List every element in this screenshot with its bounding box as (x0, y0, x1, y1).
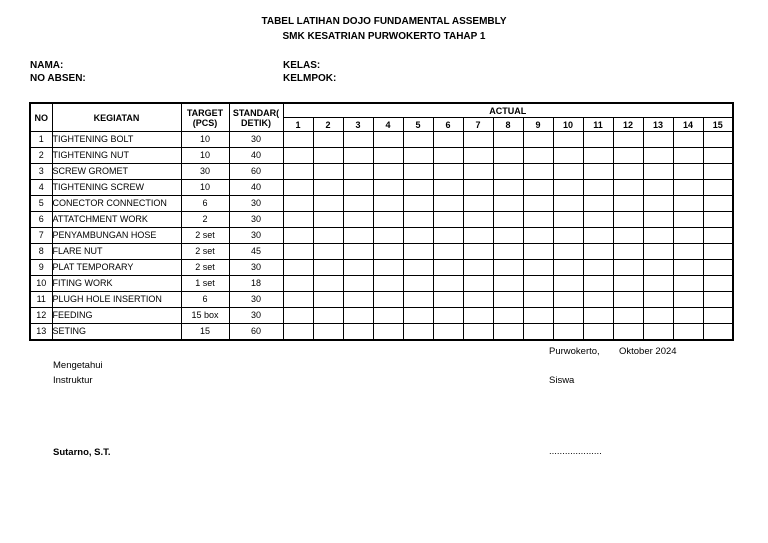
actual-entry-cell[interactable] (283, 308, 313, 324)
actual-entry-cell[interactable] (613, 276, 643, 292)
actual-entry-cell[interactable] (673, 276, 703, 292)
actual-entry-cell[interactable] (493, 244, 523, 260)
actual-entry-cell[interactable] (403, 244, 433, 260)
actual-entry-cell[interactable] (493, 180, 523, 196)
actual-entry-cell[interactable] (643, 228, 673, 244)
field-nama-label: NAMA: (30, 60, 64, 71)
field-kelas-label: KELAS: (283, 60, 321, 71)
table-row (30, 292, 733, 308)
actual-entry-cell[interactable] (703, 244, 733, 260)
row-no: 12 (30, 308, 52, 324)
actual-entry-cell[interactable] (463, 164, 493, 180)
row-standar: 18 (229, 276, 283, 292)
actual-entry-cell[interactable] (313, 324, 343, 341)
actual-entry-cell[interactable] (463, 324, 493, 341)
actual-entry-cell[interactable] (553, 308, 583, 324)
actual-entry-cell[interactable] (373, 148, 403, 164)
actual-entry-cell[interactable] (403, 212, 433, 228)
actual-entry-cell[interactable] (583, 292, 613, 308)
row-standar: 40 (229, 148, 283, 164)
actual-entry-cell[interactable] (643, 164, 673, 180)
actual-entry-cell[interactable] (643, 212, 673, 228)
actual-entry-cell[interactable] (493, 260, 523, 276)
actual-entry-cell[interactable] (313, 132, 343, 148)
actual-entry-cell[interactable] (433, 276, 463, 292)
actual-entry-cell[interactable] (523, 292, 553, 308)
actual-entry-cell[interactable] (313, 180, 343, 196)
actual-entry-cell[interactable] (553, 164, 583, 180)
actual-entry-cell[interactable] (523, 212, 553, 228)
actual-entry-cell[interactable] (703, 212, 733, 228)
actual-entry-cell[interactable] (343, 276, 373, 292)
actual-entry-cell[interactable] (523, 324, 553, 341)
row-kegiatan: PENYAMBUNGAN HOSE (52, 228, 181, 244)
actual-entry-cell[interactable] (343, 324, 373, 341)
actual-entry-cell[interactable] (283, 132, 313, 148)
actual-entry-cell[interactable] (313, 164, 343, 180)
actual-entry-cell[interactable] (433, 228, 463, 244)
row-kegiatan: TIGHTENING SCREW (52, 180, 181, 196)
actual-entry-cell[interactable] (373, 196, 403, 212)
actual-entry-cell[interactable] (373, 212, 403, 228)
actual-entry-cell[interactable] (583, 212, 613, 228)
actual-col-header: 2 (313, 118, 343, 132)
actual-entry-cell[interactable] (523, 276, 553, 292)
actual-entry-cell[interactable] (673, 180, 703, 196)
actual-entry-cell[interactable] (373, 132, 403, 148)
header-target-line1: TARGET (186, 107, 224, 118)
actual-entry-cell[interactable] (553, 212, 583, 228)
actual-entry-cell[interactable] (343, 244, 373, 260)
actual-entry-cell[interactable] (673, 164, 703, 180)
row-kegiatan: FLARE NUT (52, 244, 181, 260)
actual-entry-cell[interactable] (373, 260, 403, 276)
actual-entry-cell[interactable] (463, 260, 493, 276)
document-title-line1: TABEL LATIHAN DOJO FUNDAMENTAL ASSEMBLY (261, 16, 507, 27)
actual-entry-cell[interactable] (553, 276, 583, 292)
actual-entry-cell[interactable] (403, 276, 433, 292)
actual-entry-cell[interactable] (283, 292, 313, 308)
actual-entry-cell[interactable] (493, 308, 523, 324)
actual-entry-cell[interactable] (583, 260, 613, 276)
actual-entry-cell[interactable] (343, 292, 373, 308)
field-no-absen-label: NO ABSEN: (30, 73, 86, 84)
actual-col-header: 1 (283, 118, 313, 132)
actual-entry-cell[interactable] (283, 164, 313, 180)
actual-entry-cell[interactable] (613, 196, 643, 212)
header-no: NO (30, 103, 52, 132)
actual-entry-cell[interactable] (613, 132, 643, 148)
row-kegiatan: ATTATCHMENT WORK (52, 212, 181, 228)
row-kegiatan: TIGHTENING NUT (52, 148, 181, 164)
table-row (30, 212, 733, 228)
actual-entry-cell[interactable] (583, 180, 613, 196)
actual-entry-cell[interactable] (583, 164, 613, 180)
actual-entry-cell[interactable] (463, 292, 493, 308)
actual-entry-cell[interactable] (463, 196, 493, 212)
actual-entry-cell[interactable] (703, 324, 733, 341)
row-no: 1 (30, 132, 52, 148)
header-kegiatan: KEGIATAN (52, 103, 181, 132)
row-standar: 60 (229, 324, 283, 341)
actual-entry-cell[interactable] (433, 148, 463, 164)
actual-entry-cell[interactable] (673, 196, 703, 212)
actual-entry-cell[interactable] (343, 212, 373, 228)
row-no: 2 (30, 148, 52, 164)
actual-entry-cell[interactable] (643, 180, 673, 196)
actual-col-header: 14 (673, 118, 703, 132)
actual-entry-cell[interactable] (673, 292, 703, 308)
actual-entry-cell[interactable] (523, 180, 553, 196)
footer-place: Purwokerto, (549, 346, 600, 357)
actual-entry-cell[interactable] (673, 132, 703, 148)
actual-entry-cell[interactable] (373, 324, 403, 341)
actual-entry-cell[interactable] (673, 148, 703, 164)
row-standar: 30 (229, 132, 283, 148)
actual-entry-cell[interactable] (283, 148, 313, 164)
actual-entry-cell[interactable] (463, 212, 493, 228)
actual-col-header: 4 (373, 118, 403, 132)
actual-entry-cell[interactable] (703, 132, 733, 148)
actual-entry-cell[interactable] (523, 308, 553, 324)
footer-date: Oktober 2024 (619, 346, 677, 357)
table-row (30, 244, 733, 260)
actual-entry-cell[interactable] (463, 132, 493, 148)
actual-entry-cell[interactable] (553, 260, 583, 276)
actual-entry-cell[interactable] (583, 276, 613, 292)
actual-entry-cell[interactable] (313, 228, 343, 244)
actual-entry-cell[interactable] (343, 180, 373, 196)
actual-entry-cell[interactable] (493, 212, 523, 228)
actual-entry-cell[interactable] (613, 244, 643, 260)
actual-col-header: 7 (463, 118, 493, 132)
actual-entry-cell[interactable] (373, 292, 403, 308)
table-row (30, 148, 733, 164)
table-row (30, 164, 733, 180)
table-row (30, 196, 733, 212)
row-kegiatan: PLUGH HOLE INSERTION (52, 292, 181, 308)
row-target: 6 (181, 196, 229, 212)
row-kegiatan: SETING (52, 324, 181, 341)
actual-entry-cell[interactable] (553, 132, 583, 148)
actual-entry-cell[interactable] (643, 260, 673, 276)
row-standar: 30 (229, 260, 283, 276)
actual-entry-cell[interactable] (703, 164, 733, 180)
actual-col-header: 8 (493, 118, 523, 132)
actual-entry-cell[interactable] (463, 180, 493, 196)
row-standar: 45 (229, 244, 283, 260)
table-row (30, 260, 733, 276)
actual-entry-cell[interactable] (403, 164, 433, 180)
actual-entry-cell[interactable] (613, 228, 643, 244)
row-target: 10 (181, 180, 229, 196)
exercise-table (29, 102, 734, 341)
table-row (30, 228, 733, 244)
actual-entry-cell[interactable] (583, 196, 613, 212)
table-row (30, 180, 733, 196)
row-target: 2 set (181, 260, 229, 276)
actual-entry-cell[interactable] (313, 148, 343, 164)
actual-entry-cell[interactable] (313, 292, 343, 308)
actual-entry-cell[interactable] (553, 324, 583, 341)
actual-entry-cell[interactable] (523, 196, 553, 212)
actual-entry-cell[interactable] (523, 244, 553, 260)
actual-entry-cell[interactable] (403, 196, 433, 212)
actual-entry-cell[interactable] (583, 324, 613, 341)
actual-entry-cell[interactable] (613, 324, 643, 341)
row-kegiatan: FITING WORK (52, 276, 181, 292)
actual-entry-cell[interactable] (403, 260, 433, 276)
header-standar (229, 103, 283, 132)
table-row (30, 308, 733, 324)
actual-entry-cell[interactable] (343, 228, 373, 244)
actual-col-header: 10 (553, 118, 583, 132)
actual-entry-cell[interactable] (673, 244, 703, 260)
actual-entry-cell[interactable] (553, 244, 583, 260)
actual-entry-cell[interactable] (433, 244, 463, 260)
actual-entry-cell[interactable] (373, 180, 403, 196)
instructor-name: Sutarno, S.T. (53, 447, 111, 458)
actual-entry-cell[interactable] (553, 228, 583, 244)
actual-entry-cell[interactable] (493, 292, 523, 308)
actual-col-header: 6 (433, 118, 463, 132)
actual-entry-cell[interactable] (493, 196, 523, 212)
actual-entry-cell[interactable] (343, 308, 373, 324)
row-target: 2 set (181, 228, 229, 244)
actual-entry-cell[interactable] (583, 228, 613, 244)
actual-entry-cell[interactable] (373, 244, 403, 260)
actual-entry-cell[interactable] (553, 148, 583, 164)
row-kegiatan: FEEDING (52, 308, 181, 324)
row-target: 10 (181, 148, 229, 164)
actual-entry-cell[interactable] (613, 292, 643, 308)
row-no: 11 (30, 292, 52, 308)
field-kelompok-label: KELMPOK: (283, 73, 337, 84)
header-standar-line2: DETIK) (241, 117, 271, 128)
actual-entry-cell[interactable] (283, 196, 313, 212)
row-no: 7 (30, 228, 52, 244)
actual-entry-cell[interactable] (643, 308, 673, 324)
actual-entry-cell[interactable] (613, 308, 643, 324)
actual-entry-cell[interactable] (553, 180, 583, 196)
actual-col-header: 15 (703, 118, 733, 132)
actual-entry-cell[interactable] (283, 260, 313, 276)
actual-entry-cell[interactable] (643, 292, 673, 308)
actual-entry-cell[interactable] (403, 180, 433, 196)
actual-entry-cell[interactable] (463, 148, 493, 164)
row-target: 30 (181, 164, 229, 180)
actual-col-header: 9 (523, 118, 553, 132)
row-target: 2 (181, 212, 229, 228)
actual-entry-cell[interactable] (643, 132, 673, 148)
actual-entry-cell[interactable] (493, 148, 523, 164)
row-standar: 30 (229, 228, 283, 244)
row-no: 4 (30, 180, 52, 196)
actual-entry-cell[interactable] (313, 196, 343, 212)
actual-entry-cell[interactable] (673, 260, 703, 276)
actual-entry-cell[interactable] (283, 324, 313, 341)
actual-entry-cell[interactable] (523, 148, 553, 164)
actual-col-header: 11 (583, 118, 613, 132)
row-standar: 30 (229, 212, 283, 228)
actual-entry-cell[interactable] (583, 244, 613, 260)
actual-entry-cell[interactable] (673, 324, 703, 341)
header-standar-line1: STANDAR( (232, 107, 280, 118)
row-no: 9 (30, 260, 52, 276)
actual-entry-cell[interactable] (403, 148, 433, 164)
actual-entry-cell[interactable] (643, 148, 673, 164)
actual-col-header: 13 (643, 118, 673, 132)
actual-entry-cell[interactable] (313, 260, 343, 276)
row-standar: 30 (229, 196, 283, 212)
actual-entry-cell[interactable] (643, 244, 673, 260)
actual-entry-cell[interactable] (433, 180, 463, 196)
actual-entry-cell[interactable] (343, 132, 373, 148)
row-kegiatan: SCREW GROMET (52, 164, 181, 180)
actual-entry-cell[interactable] (313, 212, 343, 228)
actual-entry-cell[interactable] (313, 244, 343, 260)
actual-entry-cell[interactable] (463, 276, 493, 292)
actual-entry-cell[interactable] (703, 308, 733, 324)
row-no: 3 (30, 164, 52, 180)
actual-entry-cell[interactable] (283, 212, 313, 228)
actual-entry-cell[interactable] (493, 324, 523, 341)
row-no: 5 (30, 196, 52, 212)
row-standar: 30 (229, 308, 283, 324)
actual-entry-cell[interactable] (493, 132, 523, 148)
actual-entry-cell[interactable] (583, 308, 613, 324)
document-title-line2: SMK KESATRIAN PURWOKERTO TAHAP 1 (282, 31, 486, 42)
actual-entry-cell[interactable] (283, 228, 313, 244)
row-target: 15 (181, 324, 229, 341)
actual-entry-cell[interactable] (703, 180, 733, 196)
row-no: 6 (30, 212, 52, 228)
actual-entry-cell[interactable] (703, 148, 733, 164)
actual-entry-cell[interactable] (523, 132, 553, 148)
actual-entry-cell[interactable] (703, 276, 733, 292)
actual-entry-cell[interactable] (463, 228, 493, 244)
actual-entry-cell[interactable] (463, 308, 493, 324)
actual-entry-cell[interactable] (433, 324, 463, 341)
actual-entry-cell[interactable] (373, 228, 403, 244)
actual-entry-cell[interactable] (433, 308, 463, 324)
actual-entry-cell[interactable] (583, 132, 613, 148)
actual-entry-cell[interactable] (673, 308, 703, 324)
actual-entry-cell[interactable] (643, 276, 673, 292)
actual-entry-cell[interactable] (343, 196, 373, 212)
actual-entry-cell[interactable] (703, 228, 733, 244)
actual-entry-cell[interactable] (493, 228, 523, 244)
actual-entry-cell[interactable] (493, 164, 523, 180)
table-row (30, 132, 733, 148)
actual-entry-cell[interactable] (613, 180, 643, 196)
actual-entry-cell[interactable] (433, 132, 463, 148)
actual-entry-cell[interactable] (283, 244, 313, 260)
actual-col-header: 12 (613, 118, 643, 132)
actual-entry-cell[interactable] (523, 228, 553, 244)
row-standar: 40 (229, 180, 283, 196)
row-standar: 60 (229, 164, 283, 180)
actual-entry-cell[interactable] (343, 164, 373, 180)
actual-entry-cell[interactable] (373, 276, 403, 292)
table-body (30, 132, 733, 341)
header-target-line2: (PCS) (192, 117, 218, 128)
row-no: 8 (30, 244, 52, 260)
actual-entry-cell[interactable] (403, 132, 433, 148)
actual-col-header: 3 (343, 118, 373, 132)
student-signature-line: .................... (549, 446, 602, 457)
actual-entry-cell[interactable] (403, 292, 433, 308)
actual-entry-cell[interactable] (613, 148, 643, 164)
actual-entry-cell[interactable] (703, 260, 733, 276)
actual-entry-cell[interactable] (673, 212, 703, 228)
footer-siswa: Siswa (549, 375, 575, 386)
footer-instruktur: Instruktur (53, 375, 93, 386)
actual-entry-cell[interactable] (523, 260, 553, 276)
actual-entry-cell[interactable] (703, 196, 733, 212)
header-target (181, 103, 229, 132)
actual-entry-cell[interactable] (433, 292, 463, 308)
row-target: 15 box (181, 308, 229, 324)
actual-entry-cell[interactable] (433, 164, 463, 180)
actual-entry-cell[interactable] (433, 260, 463, 276)
row-target: 2 set (181, 244, 229, 260)
row-kegiatan: TIGHTENING BOLT (52, 132, 181, 148)
actual-entry-cell[interactable] (343, 260, 373, 276)
actual-entry-cell[interactable] (493, 276, 523, 292)
row-target: 1 set (181, 276, 229, 292)
actual-entry-cell[interactable] (703, 292, 733, 308)
actual-entry-cell[interactable] (643, 324, 673, 341)
actual-entry-cell[interactable] (403, 324, 433, 341)
row-target: 10 (181, 132, 229, 148)
actual-entry-cell[interactable] (523, 164, 553, 180)
actual-entry-cell[interactable] (373, 164, 403, 180)
row-target: 6 (181, 292, 229, 308)
row-standar: 30 (229, 292, 283, 308)
footer-mengetahui: Mengetahui (53, 360, 103, 371)
row-no: 10 (30, 276, 52, 292)
actual-entry-cell[interactable] (283, 180, 313, 196)
actual-entry-cell[interactable] (583, 148, 613, 164)
actual-entry-cell[interactable] (613, 212, 643, 228)
actual-entry-cell[interactable] (313, 276, 343, 292)
actual-entry-cell[interactable] (613, 260, 643, 276)
actual-entry-cell[interactable] (673, 228, 703, 244)
actual-entry-cell[interactable] (373, 308, 403, 324)
actual-entry-cell[interactable] (643, 196, 673, 212)
actual-entry-cell[interactable] (283, 276, 313, 292)
row-kegiatan: CONECTOR CONNECTION (52, 196, 181, 212)
actual-entry-cell[interactable] (403, 228, 433, 244)
actual-entry-cell[interactable] (463, 244, 493, 260)
row-no: 13 (30, 324, 52, 341)
row-kegiatan: PLAT TEMPORARY (52, 260, 181, 276)
header-actual: ACTUAL (283, 103, 733, 118)
actual-entry-cell[interactable] (313, 308, 343, 324)
actual-entry-cell[interactable] (613, 164, 643, 180)
actual-entry-cell[interactable] (433, 196, 463, 212)
table-row (30, 324, 733, 341)
table-row (30, 276, 733, 292)
actual-entry-cell[interactable] (553, 292, 583, 308)
actual-entry-cell[interactable] (403, 308, 433, 324)
actual-entry-cell[interactable] (553, 196, 583, 212)
actual-col-header: 5 (403, 118, 433, 132)
actual-entry-cell[interactable] (343, 148, 373, 164)
actual-entry-cell[interactable] (433, 212, 463, 228)
